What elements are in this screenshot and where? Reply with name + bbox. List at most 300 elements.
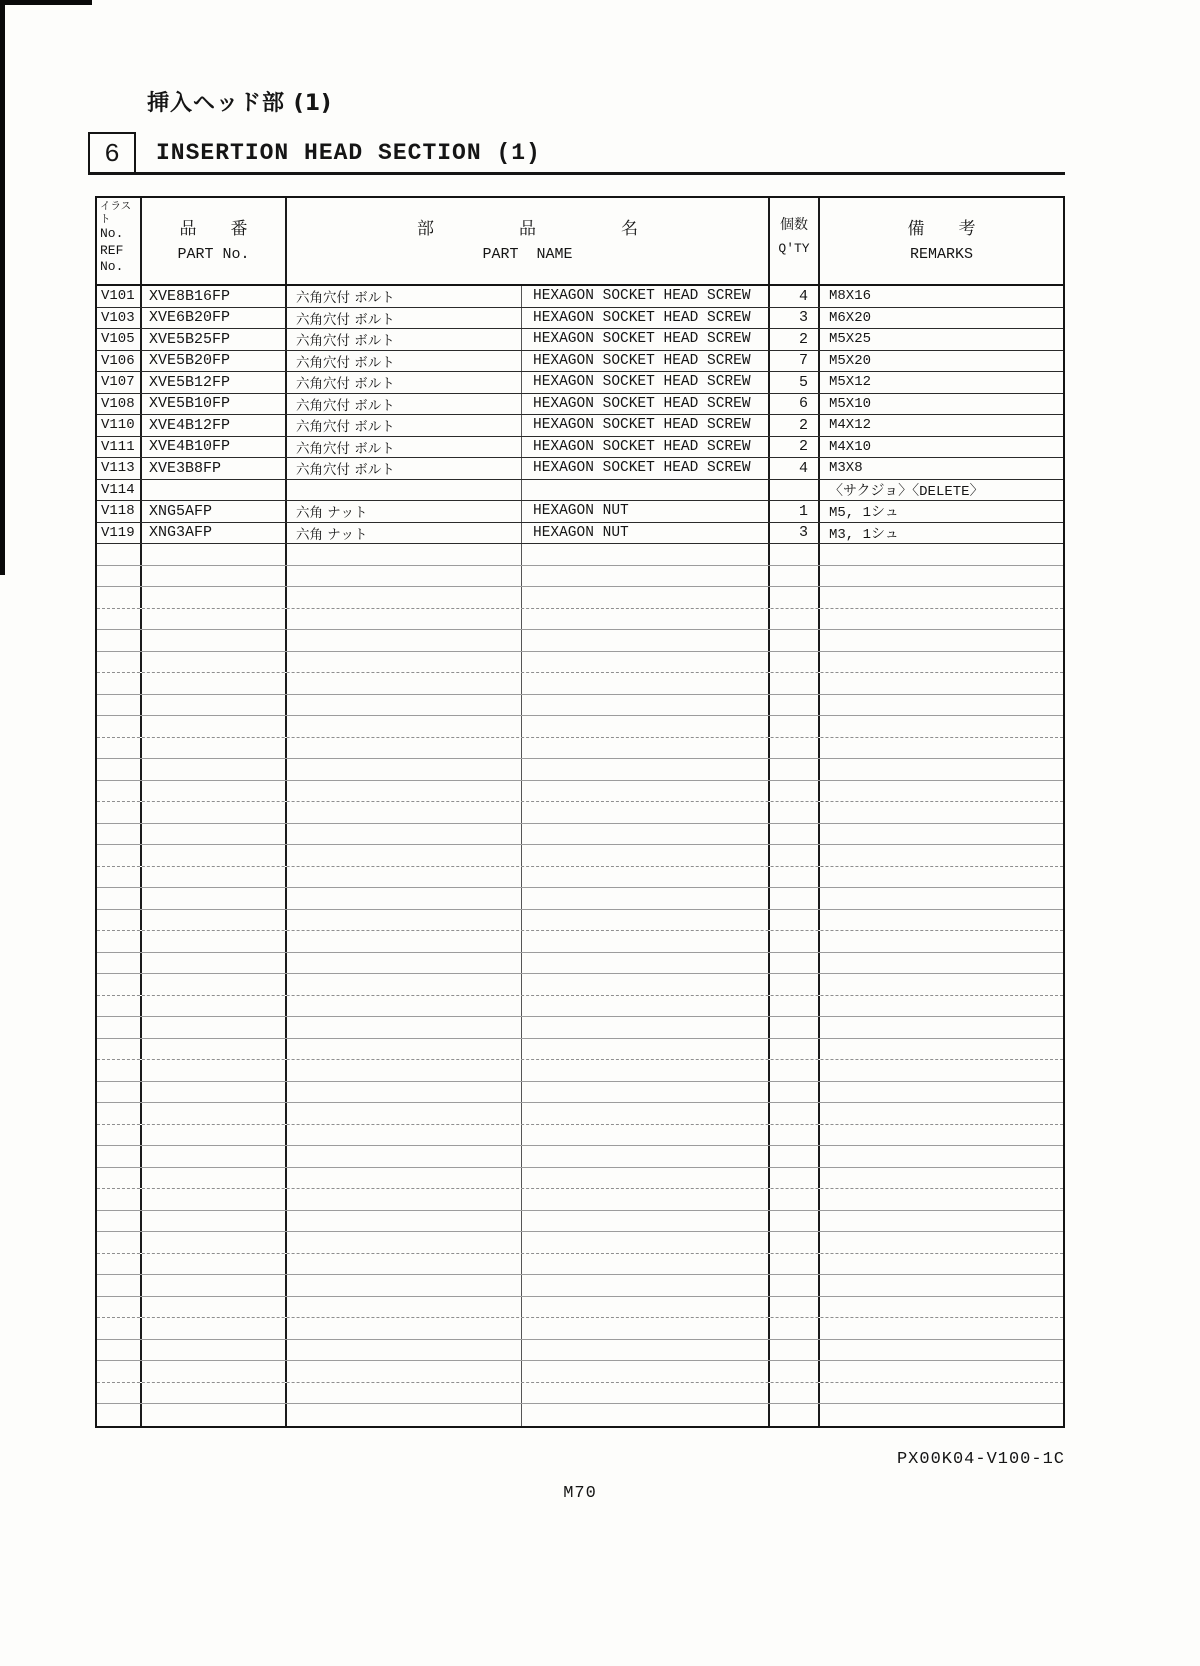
table-row-empty	[97, 1232, 1063, 1254]
remarks-cell	[820, 1383, 1063, 1404]
part-name-jp-cell	[287, 1232, 522, 1253]
ref-no-cell	[97, 1361, 142, 1382]
table-row-empty	[97, 996, 1063, 1018]
table-row-empty	[97, 759, 1063, 781]
table-row	[97, 523, 1063, 545]
ref-no-cell: V119	[97, 523, 142, 544]
part-name-jp-cell: 六角穴付 ボルト	[287, 308, 522, 329]
table-row-empty	[97, 931, 1063, 953]
table-row-empty	[97, 974, 1063, 996]
remarks-cell: M5X20	[829, 352, 872, 369]
part-no-cell	[142, 1039, 287, 1060]
ref-no-cell	[97, 1082, 142, 1103]
remarks-cell	[820, 1060, 1063, 1081]
remarks-cell	[820, 1361, 1063, 1382]
table-row	[97, 329, 1063, 351]
part-name-en-cell	[522, 1361, 770, 1382]
qty-cell: 7	[770, 351, 820, 372]
qty-cell	[770, 888, 820, 909]
ref-no-cell	[97, 652, 142, 673]
part-name-jp-cell	[287, 1404, 522, 1426]
remarks-cell: M5X25	[829, 331, 872, 348]
remarks-cell	[820, 759, 1063, 780]
part-no-cell	[142, 867, 287, 888]
part-name-jp-cell	[287, 953, 522, 974]
table-row	[97, 437, 1063, 459]
part-no-cell	[142, 716, 287, 737]
qty-cell	[770, 1189, 820, 1210]
table-header-row	[97, 198, 1063, 286]
qty-cell	[770, 566, 820, 587]
remarks-cell: M3X8	[829, 460, 863, 477]
ref-no-cell	[97, 1125, 142, 1146]
part-no-cell: XNG3AFP	[142, 523, 287, 544]
ref-no-cell	[97, 1211, 142, 1232]
remarks-cell	[820, 1125, 1063, 1146]
part-no-cell	[142, 1103, 287, 1124]
part-no-cell	[142, 1125, 287, 1146]
qty-cell: 2	[770, 329, 820, 350]
part-name-jp-cell	[287, 1146, 522, 1167]
ref-no-cell	[97, 1318, 142, 1339]
table-row	[97, 458, 1063, 480]
part-no-cell	[142, 609, 287, 630]
header-remarks-jp: 備 考	[907, 219, 976, 239]
qty-cell: 2	[770, 437, 820, 458]
part-name-jp-cell	[287, 544, 522, 565]
part-name-en-cell	[522, 824, 770, 845]
ref-no-cell	[97, 974, 142, 995]
part-no-cell	[142, 1060, 287, 1081]
qty-cell	[770, 1103, 820, 1124]
part-no-cell	[142, 1404, 287, 1426]
qty-cell	[770, 695, 820, 716]
part-name-en-cell	[522, 781, 770, 802]
header-remarks-en: REMARKS	[909, 246, 973, 263]
part-name-en-cell	[522, 1103, 770, 1124]
qty-cell	[770, 1340, 820, 1361]
part-no-cell: XVE5B20FP	[142, 351, 287, 372]
table-row	[97, 286, 1063, 308]
qty-cell	[770, 845, 820, 866]
qty-cell: 6	[770, 394, 820, 415]
table-row-empty	[97, 630, 1063, 652]
qty-cell: 4	[770, 286, 820, 307]
qty-cell	[770, 1404, 820, 1426]
ref-no-cell	[97, 1103, 142, 1124]
ref-no-cell: V107	[97, 372, 142, 393]
part-name-jp-cell	[287, 931, 522, 952]
remarks-cell	[820, 867, 1063, 888]
header-qty-jp: 個数	[780, 217, 808, 233]
part-name-en-cell	[522, 1039, 770, 1060]
part-no-cell: XVE3B8FP	[142, 458, 287, 479]
table-row	[97, 394, 1063, 416]
ref-no-cell: V114	[97, 480, 142, 501]
header-qty	[770, 198, 820, 284]
part-name-jp-cell: 六角 ナット	[287, 501, 522, 522]
remarks-cell	[820, 1082, 1063, 1103]
section-number-box	[88, 132, 136, 172]
remarks-cell	[820, 566, 1063, 587]
table-row	[97, 372, 1063, 394]
part-name-en-cell	[522, 1340, 770, 1361]
part-name-en-cell	[522, 845, 770, 866]
part-no-cell: XVE5B25FP	[142, 329, 287, 350]
part-name-jp-cell	[287, 1189, 522, 1210]
remarks-cell	[820, 1211, 1063, 1232]
ref-no-cell	[97, 1232, 142, 1253]
part-name-jp-cell	[287, 1125, 522, 1146]
part-no-cell	[142, 1017, 287, 1038]
ref-no-cell	[97, 867, 142, 888]
remarks-cell: 〈サクジョ〉〈DELETE〉	[829, 483, 984, 500]
table-row-empty	[97, 544, 1063, 566]
part-no-cell	[142, 1275, 287, 1296]
part-name-en-cell	[522, 1275, 770, 1296]
table-row-empty	[97, 1125, 1063, 1147]
remarks-cell: M6X20	[829, 309, 872, 326]
part-no-cell	[142, 824, 287, 845]
part-name-en-cell	[522, 695, 770, 716]
part-name-jp-cell	[287, 1383, 522, 1404]
table-row	[97, 351, 1063, 373]
part-name-en-cell	[522, 1017, 770, 1038]
qty-cell	[770, 910, 820, 931]
qty-cell: 1	[770, 501, 820, 522]
qty-cell	[770, 716, 820, 737]
ref-no-cell	[97, 1168, 142, 1189]
table-row-empty	[97, 781, 1063, 803]
part-name-en-cell	[522, 1189, 770, 1210]
remarks-cell	[820, 1340, 1063, 1361]
table-row-empty	[97, 1404, 1063, 1426]
qty-cell	[770, 652, 820, 673]
remarks-cell	[820, 695, 1063, 716]
table-row-empty	[97, 1168, 1063, 1190]
section-number: 6	[104, 139, 120, 169]
qty-cell	[770, 1168, 820, 1189]
remarks-cell	[820, 587, 1063, 608]
part-name-jp-cell	[287, 910, 522, 931]
part-name-en-cell	[522, 1146, 770, 1167]
part-name-en-cell	[522, 910, 770, 931]
part-name-en-cell	[522, 931, 770, 952]
part-no-cell	[142, 630, 287, 651]
part-name-en-cell	[522, 1404, 770, 1426]
header-part-name-jp: 部 品 名	[417, 219, 638, 239]
part-no-cell	[142, 566, 287, 587]
part-no-cell	[142, 1361, 287, 1382]
part-no-cell	[142, 695, 287, 716]
header-ref-no	[97, 198, 142, 284]
part-name-en-cell	[522, 1383, 770, 1404]
remarks-cell	[820, 1232, 1063, 1253]
ref-no-cell	[97, 824, 142, 845]
part-name-jp-cell	[287, 566, 522, 587]
table-body	[97, 286, 1063, 1426]
qty-cell	[770, 480, 820, 501]
part-no-cell	[142, 587, 287, 608]
part-name-en-cell: HEXAGON SOCKET HEAD SCREW	[522, 372, 770, 393]
part-name-en-cell	[522, 996, 770, 1017]
part-no-cell	[142, 1254, 287, 1275]
table-row-empty	[97, 1318, 1063, 1340]
ref-no-cell	[97, 1404, 142, 1426]
part-no-cell	[142, 953, 287, 974]
remarks-cell	[820, 845, 1063, 866]
part-name-en-cell	[522, 609, 770, 630]
part-no-cell	[142, 996, 287, 1017]
ref-no-cell	[97, 1297, 142, 1318]
table-row-empty	[97, 1297, 1063, 1319]
part-name-jp-cell	[287, 1318, 522, 1339]
ref-no-cell	[97, 630, 142, 651]
table-row-empty	[97, 1082, 1063, 1104]
part-name-jp-cell	[287, 480, 522, 501]
part-no-cell	[142, 910, 287, 931]
part-name-en-cell: HEXAGON SOCKET HEAD SCREW	[522, 437, 770, 458]
ref-no-cell	[97, 1039, 142, 1060]
part-name-jp-cell	[287, 759, 522, 780]
remarks-cell	[820, 609, 1063, 630]
ref-no-cell	[97, 910, 142, 931]
part-no-cell: XVE5B12FP	[142, 372, 287, 393]
table-row	[97, 480, 1063, 502]
part-name-jp-cell	[287, 1254, 522, 1275]
table-row-empty	[97, 1383, 1063, 1405]
qty-cell	[770, 1039, 820, 1060]
remarks-cell: M8X16	[829, 288, 872, 305]
part-name-jp-cell	[287, 1297, 522, 1318]
part-name-jp-cell	[287, 802, 522, 823]
qty-cell	[770, 781, 820, 802]
table-row-empty	[97, 1039, 1063, 1061]
table-row-empty	[97, 867, 1063, 889]
remarks-cell	[820, 1168, 1063, 1189]
remarks-cell	[820, 1275, 1063, 1296]
part-name-jp-cell	[287, 673, 522, 694]
part-name-jp-cell	[287, 1340, 522, 1361]
ref-no-cell: V103	[97, 308, 142, 329]
remarks-cell	[820, 1189, 1063, 1210]
part-no-cell	[142, 931, 287, 952]
table-row-empty	[97, 1361, 1063, 1383]
part-name-jp-cell	[287, 996, 522, 1017]
part-no-cell	[142, 1318, 287, 1339]
part-name-en-cell	[522, 953, 770, 974]
part-name-en-cell: HEXAGON SOCKET HEAD SCREW	[522, 286, 770, 307]
part-name-en-cell	[522, 480, 770, 501]
remarks-cell	[820, 996, 1063, 1017]
ref-no-cell	[97, 1017, 142, 1038]
part-name-en-cell	[522, 867, 770, 888]
table-row-empty	[97, 953, 1063, 975]
part-name-jp-cell: 六角穴付 ボルト	[287, 415, 522, 436]
qty-cell	[770, 996, 820, 1017]
table-row-empty	[97, 695, 1063, 717]
qty-cell	[770, 953, 820, 974]
part-name-jp-cell	[287, 845, 522, 866]
qty-cell	[770, 630, 820, 651]
remarks-cell	[820, 931, 1063, 952]
table-row-empty	[97, 1254, 1063, 1276]
qty-cell	[770, 1297, 820, 1318]
remarks-cell	[820, 910, 1063, 931]
ref-no-cell	[97, 738, 142, 759]
part-name-jp-cell: 六角穴付 ボルト	[287, 394, 522, 415]
part-no-cell	[142, 480, 287, 501]
table-row-empty	[97, 1275, 1063, 1297]
parts-table	[95, 196, 1065, 1428]
qty-cell	[770, 824, 820, 845]
part-no-cell: XVE8B16FP	[142, 286, 287, 307]
part-no-cell	[142, 1340, 287, 1361]
part-name-jp-cell	[287, 1082, 522, 1103]
part-no-cell	[142, 974, 287, 995]
qty-cell	[770, 867, 820, 888]
part-no-cell: XNG5AFP	[142, 501, 287, 522]
part-name-jp-cell	[287, 738, 522, 759]
section-title: INSERTION HEAD SECTION (1)	[156, 140, 541, 166]
part-name-en-cell	[522, 1297, 770, 1318]
part-name-jp-cell: 六角穴付 ボルト	[287, 458, 522, 479]
part-no-cell	[142, 1297, 287, 1318]
part-no-cell	[142, 652, 287, 673]
ref-no-cell: V106	[97, 351, 142, 372]
header-ref-line2: REF	[100, 242, 124, 258]
remarks-cell	[820, 630, 1063, 651]
part-name-en-cell: HEXAGON SOCKET HEAD SCREW	[522, 329, 770, 350]
part-name-en-cell	[522, 1125, 770, 1146]
part-name-en-cell	[522, 544, 770, 565]
qty-cell	[770, 802, 820, 823]
part-name-en-cell	[522, 566, 770, 587]
remarks-cell: M5, 1シュ	[829, 505, 899, 522]
qty-cell	[770, 1082, 820, 1103]
header-part-name	[287, 198, 770, 284]
remarks-cell	[820, 1254, 1063, 1275]
part-no-cell	[142, 888, 287, 909]
qty-cell	[770, 1361, 820, 1382]
part-name-en-cell	[522, 1211, 770, 1232]
part-no-cell: XVE5B10FP	[142, 394, 287, 415]
qty-cell	[770, 931, 820, 952]
table-row-empty	[97, 910, 1063, 932]
table-row-empty	[97, 1103, 1063, 1125]
remarks-cell	[820, 824, 1063, 845]
ref-no-cell	[97, 1146, 142, 1167]
scan-artifact-left	[0, 0, 5, 575]
header-part-no	[142, 198, 287, 284]
remarks-cell	[820, 1103, 1063, 1124]
ref-no-cell	[97, 609, 142, 630]
ref-no-cell	[97, 888, 142, 909]
part-no-cell	[142, 845, 287, 866]
part-name-en-cell: HEXAGON NUT	[522, 501, 770, 522]
qty-cell: 5	[770, 372, 820, 393]
table-row-empty	[97, 1146, 1063, 1168]
ref-no-cell	[97, 781, 142, 802]
part-name-jp-cell	[287, 888, 522, 909]
remarks-cell	[820, 544, 1063, 565]
qty-cell	[770, 974, 820, 995]
ref-no-cell	[97, 1189, 142, 1210]
ref-no-cell	[97, 1275, 142, 1296]
part-name-en-cell	[522, 587, 770, 608]
part-name-jp-cell	[287, 1168, 522, 1189]
remarks-cell: M4X12	[829, 417, 872, 434]
ref-no-cell	[97, 695, 142, 716]
part-name-jp-cell	[287, 867, 522, 888]
qty-cell: 3	[770, 308, 820, 329]
header-remarks	[820, 198, 1063, 284]
part-name-en-cell	[522, 802, 770, 823]
part-name-jp-cell	[287, 1039, 522, 1060]
ref-no-cell	[97, 1060, 142, 1081]
table-row-empty	[97, 609, 1063, 631]
header-ref-jp: イラスト	[100, 200, 132, 226]
part-name-en-cell	[522, 1060, 770, 1081]
remarks-cell	[820, 974, 1063, 995]
ref-no-cell	[97, 716, 142, 737]
table-row-empty	[97, 888, 1063, 910]
qty-cell	[770, 1275, 820, 1296]
table-row-empty	[97, 673, 1063, 695]
qty-cell	[770, 738, 820, 759]
ref-no-cell	[97, 1254, 142, 1275]
part-name-jp-cell: 六角 ナット	[287, 523, 522, 544]
qty-cell	[770, 1232, 820, 1253]
part-name-en-cell	[522, 716, 770, 737]
part-name-jp-cell: 六角穴付 ボルト	[287, 437, 522, 458]
remarks-cell	[820, 738, 1063, 759]
qty-cell	[770, 544, 820, 565]
table-row-empty	[97, 1211, 1063, 1233]
ref-no-cell	[97, 953, 142, 974]
part-name-en-cell	[522, 1254, 770, 1275]
part-no-cell: XVE4B10FP	[142, 437, 287, 458]
table-row-empty	[97, 824, 1063, 846]
remarks-cell	[820, 1017, 1063, 1038]
table-row-empty	[97, 738, 1063, 760]
table-row-empty	[97, 802, 1063, 824]
ref-no-cell: V108	[97, 394, 142, 415]
qty-cell	[770, 1318, 820, 1339]
table-row	[97, 415, 1063, 437]
part-name-jp-cell	[287, 1103, 522, 1124]
table-row-empty	[97, 1017, 1063, 1039]
header-ref-line1: No.	[100, 226, 124, 242]
table-row-empty	[97, 587, 1063, 609]
part-name-en-cell	[522, 1232, 770, 1253]
part-no-cell	[142, 1082, 287, 1103]
part-no-cell: XVE4B12FP	[142, 415, 287, 436]
part-name-jp-cell: 六角穴付 ボルト	[287, 372, 522, 393]
remarks-cell	[820, 888, 1063, 909]
table-row-empty	[97, 1189, 1063, 1211]
ref-no-cell	[97, 996, 142, 1017]
part-name-jp-cell	[287, 716, 522, 737]
ref-no-cell	[97, 759, 142, 780]
table-row-empty	[97, 566, 1063, 588]
part-name-en-cell	[522, 1318, 770, 1339]
section-header	[88, 132, 1065, 175]
ref-no-cell	[97, 845, 142, 866]
remarks-cell	[820, 1297, 1063, 1318]
part-name-en-cell	[522, 673, 770, 694]
part-name-jp-cell	[287, 609, 522, 630]
